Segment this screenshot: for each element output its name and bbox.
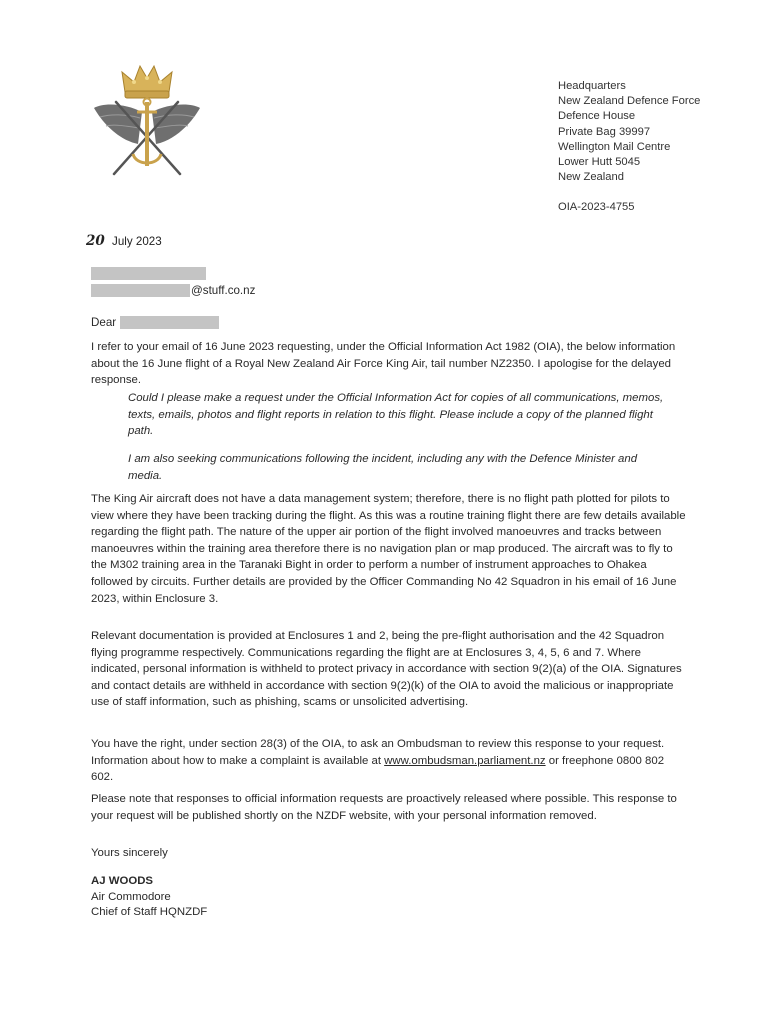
sender-address: [558, 79, 700, 185]
letter-date: [86, 233, 162, 249]
address-line: Headquarters: [558, 80, 626, 92]
address-line: New Zealand Defence Force: [558, 95, 701, 108]
month-year: July 2023: [112, 235, 162, 248]
address-line: Defence House: [558, 110, 636, 123]
paragraph-request: I refer to your email of 16 June 2023 requesting, under the Official Information Act 1982 (OIA), the below information about the 16 June flight of a Royal New Zealand Air Force King Air, tail number NZ2350. I apologise for the delayed response.: [91, 341, 676, 387]
ombudsman-link[interactable]: www.ombudsman.parliament.nz: [384, 754, 546, 767]
address-line: Private Bag 39997: [558, 125, 651, 138]
closing: Yours sincerely: [91, 847, 168, 859]
paragraph-release-note: Please note that responses to official information requests are proactively released where possible. This response to your request will be published shortly on the NZDF website, with your personal information removed.: [91, 793, 677, 822]
paragraph-enclosures: Relevant documentation is provided at Enclosures 1 and 2, being the pre-flight authorisation and the 42 Squadron flying programme respectively. Communications regarding the flight are at Enclosures 3, 4, 5, 6 and 7. Where indicated, personal information is withheld to protect privacy in accordance with section 9(2)(a) of the OIA. Signatures and contact details are withheld in accordance with section 9(2)(k) of the OIA to avoid the malicious or inappropriate use of staff information, such as phishing, scams or unsolicited advertising.: [91, 630, 682, 709]
crown-icon: [122, 66, 172, 98]
recipient-email: [91, 284, 255, 297]
address-line: New Zealand: [558, 171, 624, 184]
signatory-title: Chief of Staff HQNZDF: [91, 906, 208, 919]
salutation-word: Dear: [91, 316, 117, 329]
handwritten-day: 20: [86, 233, 105, 249]
nzdf-crest-icon: [92, 62, 202, 180]
signature-block: [91, 874, 207, 921]
quoted-request-2: I am also seeking communications following the incident, including any with the Defence Minister and media.: [128, 453, 638, 482]
ombudsman-text-end: or freephone 0800 802 602.: [91, 754, 665, 784]
redacted-salutation-name: [120, 316, 219, 329]
reference-number: OIA-2023-4755: [558, 201, 635, 213]
quoted-request-1: Could I please make a request under the Official Information Act for copies of all communications, memos, texts, emails, photos and flight reports in relation to this flight. Please include a copy of the planned flight path.: [128, 392, 664, 438]
paragraph-ombudsman: [91, 736, 687, 786]
paragraph-flight-path: The King Air aircraft does not have a data management system; therefore, there is no flight path plotted for pilots to view where they have been tracking during the flight. As this was a routine training flight there are few details available regarding the flight path. The nature of the upper air portion of the flight involved manoeuvres and tracks between manoeuvres within the training area therefore there is no navigation plan or map produced. The aircraft was to fly to the M302 training area in the Taranaki Bight in order to perform a number of instrument approaches to Ohakea followed by circuits. Further details are provided by the Officer Commanding No 42 Squadron in his email of 16 June 2023, within Enclosure 3.: [91, 493, 686, 605]
salutation: [91, 316, 219, 329]
signatory-name: AJ WOODS: [91, 875, 154, 887]
redacted-email-user: [91, 284, 190, 297]
address-line: Wellington Mail Centre: [558, 140, 671, 153]
email-suffix: @stuff.co.nz: [191, 284, 256, 297]
redacted-recipient-name: [91, 267, 206, 280]
ombudsman-text: You have the right, under section 28(3) of the OIA, to ask an Ombudsman to review this response to your request. Information about how to make a complaint is available at: [91, 738, 665, 767]
address-line: Lower Hutt 5045: [558, 156, 641, 169]
signatory-rank: Air Commodore: [91, 890, 171, 903]
